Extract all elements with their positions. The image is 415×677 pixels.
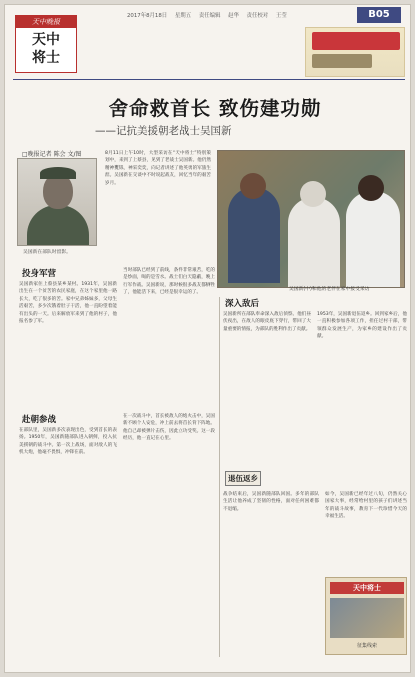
editor-name: 赵华 xyxy=(228,13,239,19)
col1-paragraph-a: 吴国新家住上蔡县某乡某村。1931年，吴国新出生在一个贫苦的农民家庭，在这个家里他一路长大，吃了很多的苦。家中兄弟姊妹多，父母生活艰苦，多少次饿着肚子干活，他一直盼望着能有出头的一天。后来解放军来到了他的村子，他报名参了军。 xyxy=(19,282,117,325)
page-header xyxy=(5,5,411,81)
photo-caption: 吴国新(中)和他的老伴在家中接受采访 xyxy=(289,287,370,292)
masthead-logo: 天中晚报 xyxy=(16,16,76,28)
col2-paragraph-a: 当时部队已经到了前线，条件非常艰苦，吃的是炒面，喝的是雪水。战士们白天隐蔽，晚上行军作战。吴国新说，那时候很多战友都牺牲了，他能活下来，已经是很幸运的了。 xyxy=(123,268,215,296)
col3-paragraph-b: 战争结束后，吴国新随部队回国。多年的部队生活让他养成了坚韧的性格，面对任何困难都不退缩。 xyxy=(223,492,319,512)
portrait-cap xyxy=(40,167,76,179)
interview-photo xyxy=(217,150,405,288)
header-rule xyxy=(13,79,405,80)
column-promo-box xyxy=(325,577,407,655)
photo-person-right-head xyxy=(358,175,384,201)
intro-paragraph: 8月11日上午10时，大型采访在“天中将士”特别策划中，来到了上蔡县，见到了老战士吴国新。他仍然精神矍铄，神采奕奕，向记者讲述了他英勇的军旅生涯。吴国新在交谈中不时说起战友，回忆当年的艰苦岁月。 xyxy=(105,151,211,186)
section-heading-return: 退伍返乡 xyxy=(225,471,261,486)
banner-brown-bar xyxy=(312,54,372,68)
photo-person-left xyxy=(228,187,280,283)
promo-image xyxy=(330,598,404,638)
editor-label: 责任编辑 xyxy=(198,13,221,19)
section-heading-enlist: 投身军营 xyxy=(22,269,57,279)
dateline xyxy=(127,11,293,19)
col2-paragraph-b: 在一次战斗中，首长被敌人的炮火击中，吴国新不顾个人安危，冲上前去将首长背下阵地。他自己却被弹片击伤，因此立功受奖。这一段经历，他一直记在心里。 xyxy=(123,414,215,442)
photo-person-left-head xyxy=(240,173,266,199)
photo-person-center xyxy=(288,197,340,287)
page-number: B05 xyxy=(357,7,401,23)
col3-paragraph-a: 吴国新所在部队奉命深入敌后侦察。他们昼伏夜出，在敌人的眼皮底下穿行，带回了大量重要的情报，为部队的胜利作出了贡献。 xyxy=(223,312,311,332)
photo-person-center-head xyxy=(300,181,326,207)
article-byline: □晚报记者 陈会 文/图 xyxy=(22,151,82,158)
proofreader-name: 王莹 xyxy=(275,13,287,19)
soldier-portrait-photo xyxy=(17,158,97,246)
promo-title: 天中将士 xyxy=(330,582,404,594)
header-banner-image xyxy=(305,27,405,77)
weekday-text: 星期五 xyxy=(174,13,192,19)
portrait-caption: 吴国新在部队时留影。 xyxy=(23,250,71,255)
section-heading-behind-lines: 深入敌后 xyxy=(225,299,260,309)
article-title: 舍命救首长 致伤建功勋 xyxy=(108,97,322,120)
article-subtitle: ——记抗美援朝老战士吴国新 xyxy=(95,125,232,137)
column-masthead xyxy=(15,15,77,73)
col4-paragraph-a: 1953年，吴国新退伍返乡。回到家乡后，他一直积极参加各项工作，担任过村干部，带领群众发展生产，为家乡的建设作出了贡献。 xyxy=(317,312,407,340)
section-heading-korea: 赴朝参战 xyxy=(22,415,57,425)
col1-paragraph-b: 在部队里，吴国新多次表现出色，受到首长的表扬。1950年，吴国新随部队进入朝鲜，投入抗美援朝的战斗中。第一次上战场，面对敌人的飞机大炮，他毫不畏惧，冲锋在前。 xyxy=(19,428,117,456)
banner-red-bar xyxy=(312,32,400,50)
photo-person-right xyxy=(346,191,400,287)
portrait-uniform xyxy=(27,205,89,246)
newspaper-page xyxy=(4,4,411,673)
proofreader-label: 责任校对 xyxy=(246,13,269,19)
column-title: 天中 将士 xyxy=(32,32,60,66)
promo-note: 征集线索 xyxy=(356,643,377,649)
column-divider xyxy=(219,297,220,657)
col4-paragraph-b: 如今，吴国新已经年过八旬，仍然关心国家大事，经常给村里的孩子们讲述当年的战斗故事，教育下一代珍惜今天的幸福生活。 xyxy=(325,492,407,520)
date-text: 2017年8月18日 xyxy=(127,13,168,19)
